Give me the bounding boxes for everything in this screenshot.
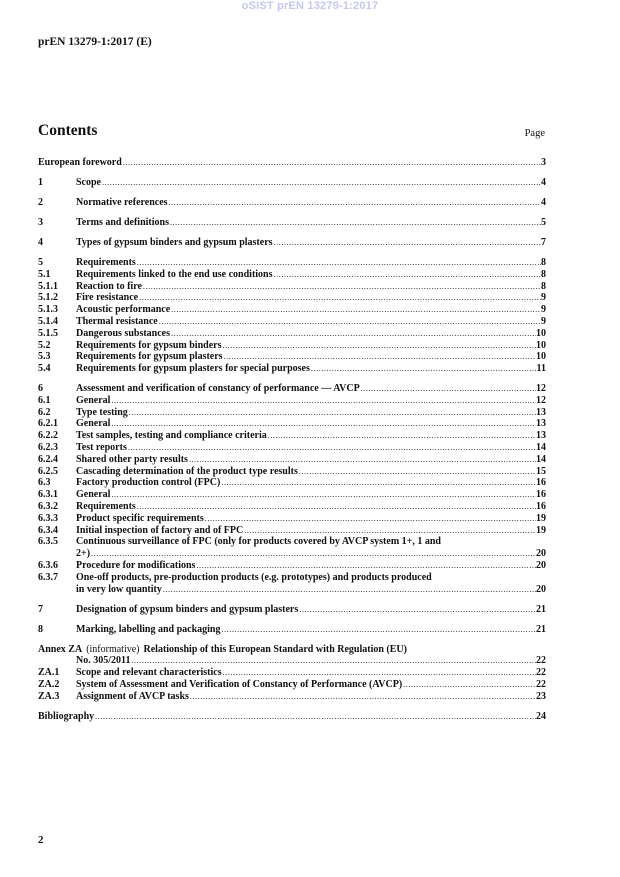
toc-entry-number: 5.1.4 xyxy=(38,315,58,327)
toc-entry-page: 23 xyxy=(536,690,546,702)
toc-entry-page: 10 xyxy=(536,327,546,339)
toc-entry-page: 10 xyxy=(536,339,546,351)
dot-leader xyxy=(360,383,536,395)
toc-entry-page: 16 xyxy=(536,477,546,489)
watermark: oSIST prEN 13279-1:2017 xyxy=(241,0,379,12)
dot-leader xyxy=(189,691,536,703)
toc-entry-page: 20 xyxy=(536,583,546,595)
toc-entry-title: Relationship of this European Standard with Regulation (EU) xyxy=(143,643,407,655)
toc-entry-page: 12 xyxy=(536,383,546,395)
toc-entry-number: 5.1 xyxy=(38,268,51,280)
toc-entry-number: 5 xyxy=(38,256,43,268)
toc-entry-number: 5.1.1 xyxy=(38,280,58,292)
toc-entry[interactable] xyxy=(38,304,546,316)
dot-leader xyxy=(168,197,541,209)
toc-entry-page: 13 xyxy=(536,406,546,418)
toc-entry[interactable] xyxy=(38,536,546,548)
toc-entry-number: 6.3.6 xyxy=(38,560,58,572)
toc-entry-title: System of Assessment and Verification of Constancy of Performance (AVCP) xyxy=(76,678,403,690)
toc-entry[interactable] xyxy=(38,316,546,328)
toc-entry-page: 22 xyxy=(536,678,546,690)
toc-entry-title: Scope xyxy=(76,176,101,188)
toc-entry-page: 12 xyxy=(536,394,546,406)
toc-entry-title: Reaction to fire xyxy=(76,280,142,292)
toc-entry[interactable] xyxy=(38,157,546,169)
toc-group xyxy=(38,157,546,169)
toc-entry-number: 2 xyxy=(38,196,43,208)
toc-entry-page: 9 xyxy=(541,315,546,327)
toc-entry-number: 5.1.3 xyxy=(38,304,58,316)
dot-leader xyxy=(110,395,536,407)
toc-entry-number: 6.3.1 xyxy=(38,489,58,501)
toc-entry[interactable] xyxy=(38,177,546,189)
toc-entry-title: Cascading determination of the product type results xyxy=(76,465,298,477)
toc-entry-title: Fire resistance xyxy=(76,292,139,304)
toc-entry-page: 20 xyxy=(536,560,546,572)
toc-entry-number: 5.1.5 xyxy=(38,327,58,339)
dot-leader xyxy=(170,328,536,340)
dot-leader xyxy=(138,292,541,304)
toc-entry[interactable] xyxy=(38,340,546,352)
toc-entry-page: 8 xyxy=(541,256,546,268)
toc-entry[interactable] xyxy=(38,383,546,395)
toc-entry-page: 5 xyxy=(541,216,546,228)
toc-entry-title: Test reports xyxy=(76,442,127,454)
toc-group xyxy=(38,383,546,595)
toc-entry-title: Assessment and verification of constancy of performance — AVCP xyxy=(76,383,360,395)
toc-entry-title: Acoustic performance xyxy=(76,304,171,316)
toc-entry-number: 4 xyxy=(38,236,43,248)
toc-entry-number: 6.2 xyxy=(38,406,51,418)
toc-entry[interactable] xyxy=(38,604,546,616)
toc-entry-title: Requirements xyxy=(76,256,136,268)
toc-group xyxy=(38,257,546,375)
toc-entry-page: 22 xyxy=(536,667,546,679)
toc-entry-number: 6.3.4 xyxy=(38,524,58,536)
dot-leader xyxy=(136,257,541,269)
contents-title: Contents xyxy=(38,122,98,139)
toc-entry-number: 8 xyxy=(38,623,43,635)
dot-leader xyxy=(130,655,536,667)
dot-leader xyxy=(402,679,536,691)
toc-entry-number: 6.1 xyxy=(38,394,51,406)
toc-entry-page: 8 xyxy=(541,280,546,292)
toc-entry-page: 21 xyxy=(536,603,546,615)
dot-leader xyxy=(162,584,536,596)
dot-leader xyxy=(188,454,536,466)
toc-entry[interactable] xyxy=(38,257,546,269)
toc-entry-number: 5.4 xyxy=(38,363,51,375)
toc-entry-title: Requirements for gypsum plasters for special purposes xyxy=(76,363,310,375)
dot-leader xyxy=(267,430,536,442)
toc-entry-title-continued: in very low quantity xyxy=(76,583,162,595)
toc-entry-title: Continuous surveillance of FPC (only for products covered by AVCP system 1+, 1 and xyxy=(76,536,441,548)
toc-entry-number: 6.2.3 xyxy=(38,442,58,454)
toc-entry[interactable] xyxy=(38,351,546,363)
toc-entry[interactable] xyxy=(38,197,546,209)
toc-entry[interactable] xyxy=(38,328,546,340)
table-of-contents xyxy=(38,157,546,731)
dot-leader xyxy=(243,525,536,537)
toc-entry-page: 9 xyxy=(541,304,546,316)
toc-group xyxy=(38,237,546,249)
toc-entry-number: 6.3.7 xyxy=(38,571,58,583)
toc-entry-number: 6.3.2 xyxy=(38,501,58,513)
toc-entry-title: Type testing xyxy=(76,406,128,418)
toc-entry-title: Test samples, testing and compliance criteria xyxy=(76,430,267,442)
toc-entry-title: European foreword xyxy=(38,157,122,168)
toc-entry-continuation[interactable] xyxy=(38,548,546,560)
dot-leader xyxy=(220,624,536,636)
toc-entry-title: Requirements for gypsum binders xyxy=(76,339,222,351)
toc-entry-number: ZA.3 xyxy=(38,690,60,702)
toc-entry-title: Designation of gypsum binders and gypsum plasters xyxy=(76,603,299,615)
toc-entry[interactable] xyxy=(38,501,546,513)
toc-entry-page: 11 xyxy=(536,363,546,375)
toc-entry-continuation[interactable] xyxy=(38,655,546,667)
toc-entry-title: Product specific requirements xyxy=(76,512,204,524)
toc-group xyxy=(38,624,546,636)
page-number: 2 xyxy=(38,834,44,846)
toc-entry-page: 4 xyxy=(541,196,546,208)
dot-leader xyxy=(170,304,541,316)
toc-entry-number: 5.2 xyxy=(38,339,51,351)
toc-group xyxy=(38,217,546,229)
toc-entry-title: Shared other party results xyxy=(76,453,188,465)
toc-entry-number: 6.2.1 xyxy=(38,418,58,430)
dot-leader xyxy=(94,711,536,723)
dot-leader xyxy=(273,237,541,249)
dot-leader xyxy=(222,667,536,679)
toc-entry-title: Procedure for modifications xyxy=(76,560,196,572)
toc-entry[interactable] xyxy=(38,442,546,454)
toc-entry-title: General xyxy=(76,489,111,501)
dot-leader xyxy=(101,177,541,189)
toc-entry-number: 6.2.4 xyxy=(38,453,58,465)
toc-entry-title: Requirements for gypsum plasters xyxy=(76,351,223,363)
toc-entry-page: 13 xyxy=(536,418,546,430)
toc-entry-page: 4 xyxy=(541,176,546,188)
toc-entry-number: 6.2.5 xyxy=(38,465,58,477)
toc-entry[interactable] xyxy=(38,292,546,304)
toc-entry[interactable] xyxy=(38,217,546,229)
toc-entry[interactable] xyxy=(38,466,546,478)
annex-label: Annex ZA xyxy=(38,643,83,655)
toc-group xyxy=(38,177,546,189)
toc-entry-title: General xyxy=(76,394,111,406)
dot-leader xyxy=(298,604,536,616)
toc-entry-number: 1 xyxy=(38,176,43,188)
toc-entry-title: Normative references xyxy=(76,196,168,208)
toc-entry[interactable] xyxy=(38,644,546,656)
toc-group xyxy=(38,711,546,723)
dot-leader xyxy=(273,269,541,281)
dot-leader xyxy=(223,351,536,363)
toc-entry-page: 21 xyxy=(536,623,546,635)
dot-leader xyxy=(142,281,541,293)
toc-entry-page: 10 xyxy=(536,351,546,363)
toc-entry[interactable] xyxy=(38,513,546,525)
toc-entry-number: 5.3 xyxy=(38,351,51,363)
dot-leader xyxy=(110,418,536,430)
dot-leader xyxy=(310,363,537,375)
toc-entry-number: 3 xyxy=(38,216,43,228)
document-header: prEN 13279-1:2017 (E) xyxy=(38,36,152,48)
toc-entry-number: 6.3.5 xyxy=(38,536,58,548)
toc-entry-number: 5.1.2 xyxy=(38,292,58,304)
toc-entry-page: 24 xyxy=(536,710,546,722)
dot-leader xyxy=(122,157,541,169)
toc-entry-page: 15 xyxy=(536,465,546,477)
toc-entry[interactable] xyxy=(38,281,546,293)
toc-entry[interactable] xyxy=(38,667,546,679)
toc-group xyxy=(38,644,546,703)
toc-entry[interactable] xyxy=(38,454,546,466)
toc-entry-title: Requirements linked to the end use conditions xyxy=(76,268,273,280)
toc-entry-page: 16 xyxy=(536,489,546,501)
toc-entry[interactable] xyxy=(38,572,546,584)
toc-entry-title: Assignment of AVCP tasks xyxy=(76,690,189,702)
dot-leader xyxy=(127,442,536,454)
dot-leader xyxy=(169,217,541,229)
toc-entry[interactable] xyxy=(38,711,546,723)
toc-entry-page: 13 xyxy=(536,430,546,442)
toc-entry-number: ZA.2 xyxy=(38,678,60,690)
dot-leader xyxy=(158,316,541,328)
dot-leader xyxy=(221,340,536,352)
toc-entry-number: 6 xyxy=(38,383,43,395)
toc-entry-number: 6.2.2 xyxy=(38,430,58,442)
toc-entry-title: Dangerous substances xyxy=(76,327,170,339)
toc-entry-page: 3 xyxy=(541,157,546,168)
toc-entry-page: 20 xyxy=(536,548,546,560)
toc-entry[interactable] xyxy=(38,624,546,636)
dot-leader xyxy=(220,477,536,489)
toc-group xyxy=(38,604,546,616)
toc-entry-title: General xyxy=(76,418,111,430)
toc-entry[interactable] xyxy=(38,477,546,489)
toc-entry-title: Thermal resistance xyxy=(76,315,158,327)
toc-entry-title: Bibliography xyxy=(38,710,95,722)
toc-entry-page: 7 xyxy=(541,236,546,248)
toc-entry[interactable] xyxy=(38,395,546,407)
toc-entry-title: Types of gypsum binders and gypsum plasters xyxy=(76,236,273,248)
toc-group xyxy=(38,197,546,209)
dot-leader xyxy=(128,407,536,419)
dot-leader xyxy=(90,548,536,560)
toc-entry[interactable] xyxy=(38,430,546,442)
toc-entry[interactable] xyxy=(38,363,546,375)
toc-entry[interactable] xyxy=(38,691,546,703)
toc-entry-page: 9 xyxy=(541,292,546,304)
toc-entry-page: 22 xyxy=(536,655,546,667)
toc-entry-continuation[interactable] xyxy=(38,584,546,596)
toc-entry-number: 6.3 xyxy=(38,477,51,489)
toc-entry[interactable] xyxy=(38,269,546,281)
toc-entry-title: Requirements xyxy=(76,501,136,513)
toc-entry-page: 19 xyxy=(536,512,546,524)
annex-note: (informative) xyxy=(86,643,140,655)
page-column-label: Page xyxy=(524,128,545,139)
toc-entry[interactable] xyxy=(38,525,546,537)
toc-entry-number: 6.3.3 xyxy=(38,512,58,524)
toc-entry[interactable] xyxy=(38,418,546,430)
toc-entry-title: One-off products, pre-production products (e.g. prototypes) and products produced xyxy=(76,571,432,583)
toc-entry-title: Scope and relevant characteristics xyxy=(76,667,222,679)
toc-entry-page: 16 xyxy=(536,501,546,513)
dot-leader xyxy=(204,513,536,525)
toc-entry[interactable] xyxy=(38,560,546,572)
toc-entry-title: Factory production control (FPC) xyxy=(76,477,221,489)
toc-entry-title-continued: No. 305/2011 xyxy=(76,655,131,667)
toc-entry-title: Initial inspection of factory and of FPC xyxy=(76,524,244,536)
toc-entry-number: 7 xyxy=(38,603,43,615)
toc-entry[interactable] xyxy=(38,407,546,419)
toc-entry[interactable] xyxy=(38,237,546,249)
toc-entry-page: 14 xyxy=(536,453,546,465)
toc-entry-title-continued: 2+) xyxy=(76,548,91,560)
toc-entry-title: Marking, labelling and packaging xyxy=(76,623,221,635)
toc-entry-title: Terms and definitions xyxy=(76,216,169,228)
toc-entry[interactable] xyxy=(38,489,546,501)
dot-leader xyxy=(110,489,536,501)
toc-entry[interactable] xyxy=(38,679,546,691)
dot-leader xyxy=(298,466,536,478)
toc-entry-page: 14 xyxy=(536,442,546,454)
dot-leader xyxy=(136,501,536,513)
dot-leader xyxy=(195,560,536,572)
toc-entry-page: 8 xyxy=(541,268,546,280)
toc-entry-page: 19 xyxy=(536,524,546,536)
toc-entry-number: ZA.1 xyxy=(38,667,60,679)
